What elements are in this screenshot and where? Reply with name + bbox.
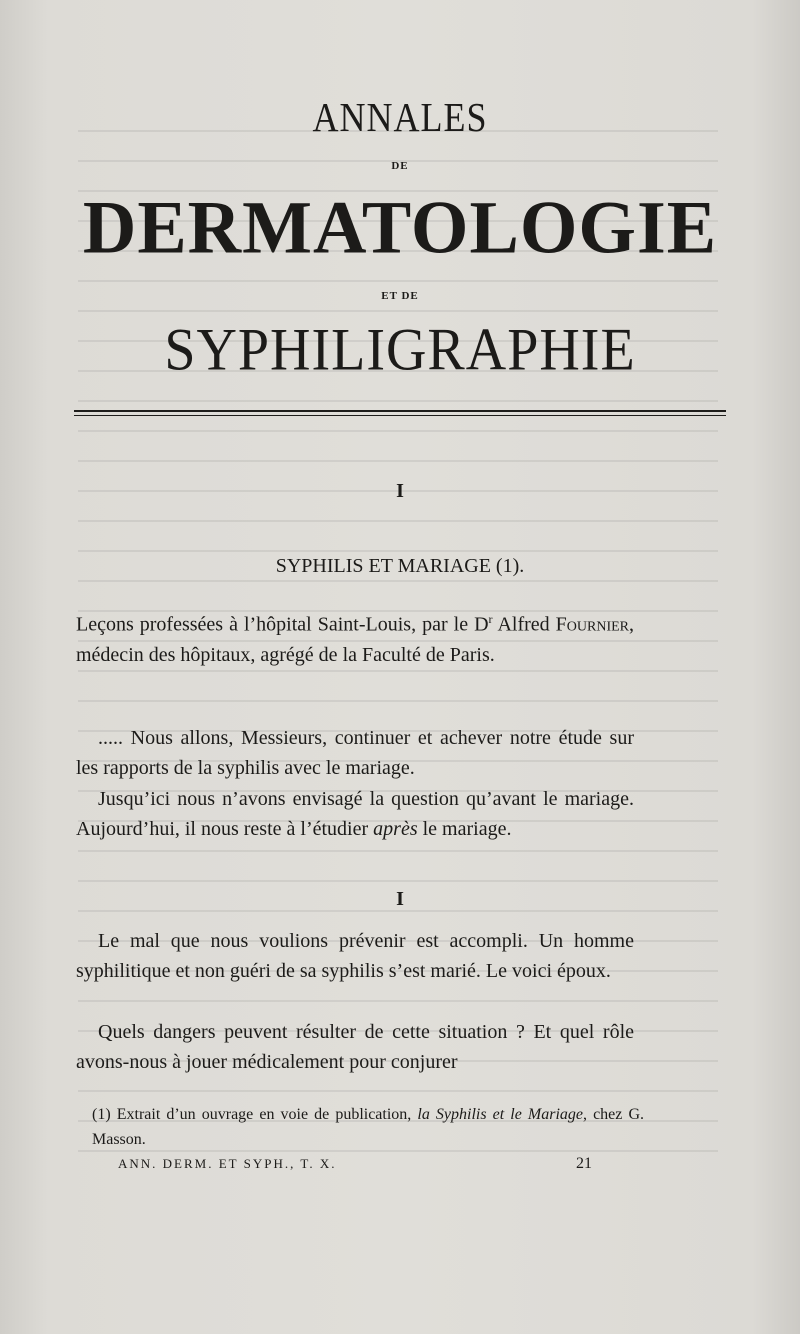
journal-title-de: DE (391, 160, 409, 172)
page-number: 21 (576, 1155, 592, 1172)
journal-title-annales: ANNALES (312, 94, 488, 140)
article-title: SYPHILIS ET MARIAGE (1). (275, 555, 525, 577)
paragraph-intro: ..... Nous allons, Messieurs, continuer et achever notre étude sur les rapports de la syphilis avec le mariage. (76, 727, 634, 779)
paragraph-question: Jusqu’ici nous n’avons envisagé la question qu’avant le mariage. Aujourd’hui, il nous reste à l’étudier après le mariage. (76, 788, 634, 840)
journal-title-et-de: ET DE (381, 290, 419, 302)
footnote: (1) Extrait d’un ouvrage en voie de publication, la Syphilis et le Mariage, chez G. Masson. (92, 1106, 645, 1148)
header-rule-thick (74, 410, 726, 412)
author-name: Fournier (555, 613, 629, 636)
section-numeral: I (396, 480, 404, 502)
journal-title-syphiligraphie: SYPHILIGRAPHIE (164, 316, 636, 384)
paragraph-accompli: Le mal que nous voulions prévenir est accompli. Un homme syphilitique et non guéri de sa syphilis s’est marié. Le voici époux. (76, 930, 634, 982)
paragraph-dangers: Quels dangers peuvent résulter de cette situation ? Et quel rôle avons-nous à jouer médicalement pour conjurer (76, 1021, 634, 1073)
section-numeral-2: I (396, 888, 404, 910)
journal-title-dermatologie: DERMATOLOGIE (82, 186, 718, 270)
running-footer: ANN. DERM. ET SYPH., T. X. (118, 1156, 337, 1171)
header-rule-thin (74, 415, 726, 416)
article-subtitle: Leçons professées à l’hôpital Saint-Louis, par le $D^r$ Alfred Fournier, médecin des hôpitaux, agrégé de la Faculté de Paris. (76, 612, 634, 666)
